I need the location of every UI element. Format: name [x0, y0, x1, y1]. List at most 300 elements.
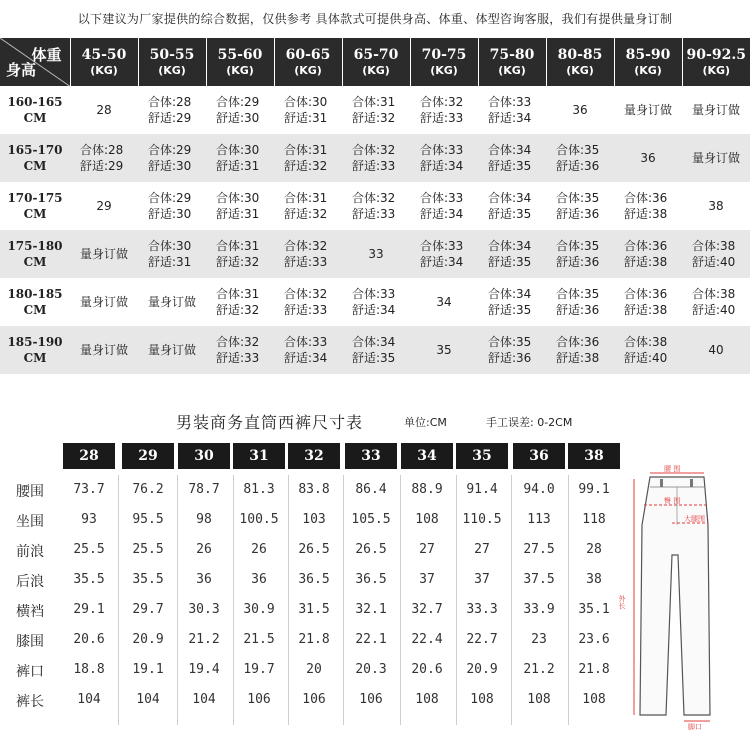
- weight-column-header: [342, 38, 410, 86]
- fit-size: 合体:30: [216, 191, 260, 205]
- single-size: 36: [640, 151, 656, 165]
- size-header: 33: [345, 443, 397, 469]
- size-cell: [410, 86, 478, 134]
- size-cell: [614, 182, 682, 230]
- single-size: 33: [368, 247, 384, 261]
- fit-size: 合体:31: [216, 239, 260, 253]
- measurement-value: 36.5: [298, 572, 330, 587]
- single-size: 量身订做: [691, 151, 740, 165]
- size-cell: [410, 182, 478, 230]
- fit-size: 合体:31: [352, 95, 396, 109]
- measurement-value: 91.4: [466, 482, 498, 497]
- weight-unit: (KG): [430, 64, 458, 77]
- weight-column-header: [546, 38, 614, 86]
- comfort-size: 舒适:36: [488, 351, 532, 365]
- size-cell: [546, 278, 614, 326]
- size-cell: [70, 230, 138, 278]
- size-cell: [70, 134, 138, 182]
- size-cell: [70, 278, 138, 326]
- measurement-value: 20.6: [411, 662, 443, 677]
- comfort-size: 舒适:33: [284, 303, 328, 317]
- label-thigh: 大腿围: [684, 515, 705, 523]
- comfort-size: 舒适:36: [556, 159, 600, 173]
- measurement-value: 104: [192, 692, 216, 707]
- measurement-value: 18.8: [73, 662, 105, 677]
- weight-unit: (KG): [702, 64, 731, 77]
- size-cell: [206, 326, 274, 374]
- measurement-value: 81.3: [243, 482, 275, 497]
- measurement-value: 35.5: [132, 572, 164, 587]
- fit-size: 合体:38: [692, 287, 736, 301]
- fit-size: 合体:38: [624, 335, 668, 349]
- height-label: [0, 182, 70, 230]
- comfort-size: 舒适:34: [352, 303, 396, 317]
- size-cell: [342, 326, 410, 374]
- weight-range: 70-75: [421, 47, 467, 63]
- measurement-value: 104: [77, 692, 101, 707]
- comfort-size: 舒适:32: [216, 303, 260, 317]
- comfort-size: 舒适:32: [216, 255, 260, 269]
- measurement-value: 93: [81, 512, 97, 527]
- measurement-value: 38: [586, 572, 602, 587]
- comfort-size: 舒适:36: [556, 303, 600, 317]
- size-header: 34: [401, 443, 453, 469]
- fit-size: 合体:29: [216, 95, 260, 109]
- measurement-value: 19.4: [188, 662, 220, 677]
- comfort-size: 舒适:33: [284, 255, 328, 269]
- size-cell: [478, 326, 546, 374]
- measurement-value: 108: [415, 692, 439, 707]
- size-cell: [342, 278, 410, 326]
- comfort-size: 舒适:32: [284, 207, 328, 221]
- fit-size: 合体:34: [488, 191, 532, 205]
- comfort-size: 舒适:31: [216, 207, 260, 221]
- weight-column-header: [478, 38, 546, 86]
- height-row: [0, 326, 750, 374]
- weight-unit: (KG): [294, 64, 322, 77]
- measurement-value: 21.8: [578, 662, 610, 677]
- weight-column-header: [274, 38, 342, 86]
- measurement-value: 33.3: [466, 602, 498, 617]
- single-size: 40: [708, 343, 724, 357]
- measurement-value: 95.5: [132, 512, 164, 527]
- size-cell: [614, 326, 682, 374]
- height-row: [0, 278, 750, 326]
- fit-size: 合体:36: [624, 191, 668, 205]
- size-cell: [138, 278, 206, 326]
- measurement-value: 105.5: [351, 512, 391, 527]
- pants-chart-tolerance: 手工误差: 0-2CM: [486, 416, 573, 429]
- measurement-label: 坐围: [16, 514, 44, 530]
- comfort-size: 舒适:40: [692, 255, 736, 269]
- weight-range: 75-80: [489, 47, 535, 63]
- fit-size: 合体:32: [284, 239, 328, 253]
- comfort-size: 舒适:35: [488, 207, 532, 221]
- weight-unit: (KG): [226, 64, 254, 77]
- size-cell: [274, 134, 342, 182]
- fit-size: 合体:33: [284, 335, 328, 349]
- size-cell: [682, 278, 750, 326]
- measurement-value: 30.3: [188, 602, 220, 617]
- pants-chart-unit: 单位:CM: [404, 416, 447, 429]
- comfort-size: 舒适:36: [556, 207, 600, 221]
- comfort-size: 舒适:30: [148, 159, 192, 173]
- fit-size: 合体:35: [556, 239, 600, 253]
- measurement-value: 21.2: [188, 632, 220, 647]
- comfort-size: 舒适:32: [284, 159, 328, 173]
- height-row: [0, 134, 750, 182]
- fit-size: 合体:33: [352, 287, 396, 301]
- measurement-value: 108: [582, 692, 606, 707]
- measurement-value: 37: [474, 572, 490, 587]
- comfort-size: 舒适:29: [80, 159, 124, 173]
- comfort-size: 舒适:38: [556, 351, 600, 365]
- measurement-value: 30.9: [243, 602, 275, 617]
- height-label: [0, 134, 70, 182]
- comfort-size: 舒适:30: [148, 207, 192, 221]
- size-header: 28: [63, 443, 115, 469]
- comfort-size: 舒适:31: [216, 159, 260, 173]
- weight-range: 60-65: [285, 47, 331, 63]
- fit-size: 合体:38: [692, 239, 736, 253]
- comfort-size: 舒适:34: [420, 255, 464, 269]
- comfort-size: 舒适:33: [352, 159, 396, 173]
- measurement-value: 23.6: [578, 632, 610, 647]
- size-cell: [274, 182, 342, 230]
- single-size: 量身订做: [79, 295, 128, 309]
- fit-size: 合体:34: [488, 143, 532, 157]
- measurement-label: 前浪: [16, 544, 44, 560]
- fit-size: 合体:31: [216, 287, 260, 301]
- single-size: 量身订做: [147, 343, 196, 357]
- measurement-value: 19.1: [132, 662, 164, 677]
- pants-chart-title: 男装商务直筒西裤尺寸表: [176, 413, 364, 432]
- height-range: 160-165: [7, 95, 63, 109]
- measurement-value: 27.5: [523, 542, 555, 557]
- weight-column-header: [206, 38, 274, 86]
- fit-size: 合体:34: [352, 335, 396, 349]
- height-row: [0, 230, 750, 278]
- measurement-value: 29.1: [73, 602, 105, 617]
- size-cell: [206, 86, 274, 134]
- measurement-value: 37: [419, 572, 435, 587]
- measurement-value: 20.6: [73, 632, 105, 647]
- measurement-value: 29.7: [132, 602, 164, 617]
- size-header: 35: [456, 443, 508, 469]
- size-cell: [274, 278, 342, 326]
- weight-range: 55-60: [217, 47, 263, 63]
- comfort-size: 舒适:40: [692, 303, 736, 317]
- column-divider: [118, 475, 119, 725]
- measurement-value: 35.1: [578, 602, 610, 617]
- measurement-value: 22.4: [411, 632, 443, 647]
- height-row: [0, 86, 750, 134]
- measurement-value: 27: [474, 542, 490, 557]
- size-cell: [478, 134, 546, 182]
- size-cell: [614, 278, 682, 326]
- measurement-value: 78.7: [188, 482, 220, 497]
- weight-unit: (KG): [566, 64, 594, 77]
- fit-size: 合体:35: [556, 287, 600, 301]
- fit-size: 合体:34: [488, 239, 532, 253]
- measurement-value: 22.1: [355, 632, 387, 647]
- comfort-size: 舒适:40: [624, 351, 668, 365]
- fit-size: 合体:30: [148, 239, 192, 253]
- comfort-size: 舒适:34: [420, 207, 464, 221]
- corner-height-label: 身高: [6, 61, 37, 79]
- measurement-value: 113: [527, 512, 551, 527]
- measurement-value: 36.5: [355, 572, 387, 587]
- measurement-value: 83.8: [298, 482, 330, 497]
- measurement-value: 33.9: [523, 602, 555, 617]
- size-header: 32: [288, 443, 340, 469]
- fit-size: 合体:32: [420, 95, 464, 109]
- pants-illustration: [620, 465, 730, 730]
- height-unit: CM: [23, 207, 47, 221]
- size-cell: [478, 86, 546, 134]
- measurement-value: 76.2: [132, 482, 164, 497]
- comfort-size: 舒适:34: [284, 351, 328, 365]
- measurement-value: 104: [136, 692, 160, 707]
- comfort-size: 舒适:31: [148, 255, 192, 269]
- measurement-value: 98: [196, 512, 212, 527]
- measurement-value: 106: [302, 692, 326, 707]
- measurement-value: 108: [527, 692, 551, 707]
- fit-size: 合体:35: [556, 191, 600, 205]
- measurement-value: 118: [582, 512, 606, 527]
- measurement-value: 23: [531, 632, 547, 647]
- fit-size: 合体:34: [488, 287, 532, 301]
- measurement-value: 21.8: [298, 632, 330, 647]
- weight-column-header: [138, 38, 206, 86]
- single-size: 量身订做: [79, 343, 128, 357]
- measurement-value: 26.5: [355, 542, 387, 557]
- measurement-value: 32.7: [411, 602, 443, 617]
- height-label: [0, 230, 70, 278]
- measurement-value: 19.7: [243, 662, 275, 677]
- size-header: 36: [513, 443, 565, 469]
- comfort-size: 舒适:35: [488, 255, 532, 269]
- measurement-value: 31.5: [298, 602, 330, 617]
- table-corner-header: [0, 38, 70, 86]
- weight-column-header: [614, 38, 682, 86]
- label-outseam: 外长: [618, 595, 626, 609]
- measurement-value: 106: [359, 692, 383, 707]
- single-size: 量身订做: [623, 103, 672, 117]
- weight-range: 85-90: [625, 47, 671, 63]
- comfort-size: 舒适:38: [624, 303, 668, 317]
- size-cell: [614, 230, 682, 278]
- size-cell: [274, 326, 342, 374]
- fit-size: 合体:36: [556, 335, 600, 349]
- comfort-size: 舒适:29: [148, 111, 192, 125]
- size-cell: [342, 86, 410, 134]
- fit-size: 合体:32: [352, 191, 396, 205]
- measurement-value: 26: [196, 542, 212, 557]
- size-cell: [546, 86, 614, 134]
- size-cell: [70, 326, 138, 374]
- height-unit: CM: [23, 351, 47, 365]
- weight-column-header: [682, 38, 750, 86]
- size-cell: [682, 182, 750, 230]
- single-size: 36: [572, 103, 588, 117]
- measurement-label: 裤口: [16, 664, 44, 680]
- fit-size: 合体:30: [284, 95, 328, 109]
- weight-range: 50-55: [149, 47, 195, 63]
- weight-range: 90-92.5: [686, 47, 746, 63]
- fit-size: 合体:31: [284, 143, 328, 157]
- size-cell: [478, 230, 546, 278]
- measurement-value: 108: [470, 692, 494, 707]
- measurement-value: 21.5: [243, 632, 275, 647]
- comfort-size: 舒适:35: [488, 303, 532, 317]
- weight-unit: (KG): [362, 64, 390, 77]
- measurement-label: 膝围: [16, 634, 44, 650]
- size-cell: [138, 134, 206, 182]
- single-size: 28: [96, 103, 112, 117]
- size-cell: [682, 86, 750, 134]
- size-cell: [206, 182, 274, 230]
- size-cell: [274, 86, 342, 134]
- weight-range: 45-50: [81, 47, 127, 63]
- measurement-value: 26: [251, 542, 267, 557]
- weight-unit: (KG): [498, 64, 526, 77]
- measurement-value: 20.9: [466, 662, 498, 677]
- comfort-size: 舒适:33: [420, 111, 464, 125]
- comfort-size: 舒适:35: [488, 159, 532, 173]
- measurement-value: 25.5: [132, 542, 164, 557]
- fit-size: 合体:32: [284, 287, 328, 301]
- fit-size: 合体:28: [148, 95, 192, 109]
- fit-size: 合体:33: [420, 143, 464, 157]
- fit-size: 合体:35: [488, 335, 532, 349]
- fit-size: 合体:35: [556, 143, 600, 157]
- size-cell: [138, 230, 206, 278]
- size-cell: [342, 182, 410, 230]
- measurement-value: 27: [419, 542, 435, 557]
- comfort-size: 舒适:31: [284, 111, 328, 125]
- pants-diagram: [620, 465, 730, 730]
- size-header: 38: [568, 443, 620, 469]
- size-cell: [478, 278, 546, 326]
- size-cell: [410, 278, 478, 326]
- weight-unit: (KG): [634, 64, 662, 77]
- measurement-value: 21.2: [523, 662, 555, 677]
- measurement-value: 35.5: [73, 572, 105, 587]
- size-cell: [206, 134, 274, 182]
- measurement-value: 28: [586, 542, 602, 557]
- measurement-value: 99.1: [578, 482, 610, 497]
- height-label: [0, 278, 70, 326]
- measurement-value: 86.4: [355, 482, 387, 497]
- measurement-value: 88.9: [411, 482, 443, 497]
- height-unit: CM: [23, 255, 47, 269]
- fit-size: 合体:30: [216, 143, 260, 157]
- measurement-value: 106: [247, 692, 271, 707]
- comfort-size: 舒适:33: [216, 351, 260, 365]
- comfort-size: 舒适:38: [624, 255, 668, 269]
- measurement-value: 100.5: [239, 512, 279, 527]
- measurement-value: 108: [415, 512, 439, 527]
- measurement-value: 22.7: [466, 632, 498, 647]
- single-size: 量身订做: [691, 103, 740, 117]
- single-size: 29: [96, 199, 112, 213]
- comfort-size: 舒适:33: [352, 207, 396, 221]
- height-label: [0, 86, 70, 134]
- measurement-value: 110.5: [462, 512, 502, 527]
- measurement-label: 横裆: [16, 604, 44, 620]
- measurement-value: 37.5: [523, 572, 555, 587]
- measurement-value: 20.3: [355, 662, 387, 677]
- size-cell: [138, 182, 206, 230]
- weight-range: 65-70: [353, 47, 399, 63]
- height-unit: CM: [23, 303, 47, 317]
- size-header: 29: [122, 443, 174, 469]
- size-grid-body: [0, 86, 750, 374]
- fit-size: 合体:31: [284, 191, 328, 205]
- comfort-size: 舒适:34: [420, 159, 464, 173]
- weight-unit: (KG): [90, 64, 118, 77]
- size-cell: [138, 86, 206, 134]
- size-cell: [478, 182, 546, 230]
- size-header: 31: [233, 443, 285, 469]
- weight-range: 80-85: [557, 47, 603, 63]
- measurement-value: 36: [196, 572, 212, 587]
- label-hip: 臀 围: [664, 497, 681, 505]
- fit-size: 合体:33: [420, 239, 464, 253]
- measurement-value: 26.5: [298, 542, 330, 557]
- height-label: [0, 326, 70, 374]
- comfort-size: 舒适:36: [556, 255, 600, 269]
- height-range: 180-185: [7, 287, 63, 301]
- measurement-value: 20.9: [132, 632, 164, 647]
- comfort-size: 舒适:34: [488, 111, 532, 125]
- measurement-value: 103: [302, 512, 326, 527]
- comfort-size: 舒适:35: [352, 351, 396, 365]
- weight-column-header: [410, 38, 478, 86]
- size-cell: [614, 86, 682, 134]
- size-cell: [682, 134, 750, 182]
- height-row: [0, 182, 750, 230]
- fit-size: 合体:32: [216, 335, 260, 349]
- single-size: 35: [436, 343, 452, 357]
- size-cell: [342, 230, 410, 278]
- measurement-label: 腰围: [16, 484, 44, 500]
- measurement-value: 20: [306, 662, 322, 677]
- size-cell: [682, 230, 750, 278]
- measurement-value: 36: [251, 572, 267, 587]
- comfort-size: 舒适:32: [352, 111, 396, 125]
- height-range: 185-190: [7, 335, 63, 349]
- fit-size: 合体:33: [488, 95, 532, 109]
- fit-size: 合体:28: [80, 143, 124, 157]
- measurement-value: 94.0: [523, 482, 555, 497]
- size-cell: [274, 230, 342, 278]
- size-cell: [70, 86, 138, 134]
- height-range: 165-170: [7, 143, 63, 157]
- size-recommendation-table: [0, 38, 750, 374]
- fit-size: 合体:29: [148, 191, 192, 205]
- label-waist: 腰 围: [664, 465, 681, 473]
- size-cell: [342, 134, 410, 182]
- size-cell: [138, 326, 206, 374]
- size-cell: [70, 182, 138, 230]
- single-size: 量身订做: [79, 247, 128, 261]
- measurement-label: 裤长: [16, 694, 44, 710]
- corner-weight-label: 体重: [31, 46, 62, 64]
- comfort-size: 舒适:30: [216, 111, 260, 125]
- height-unit: CM: [23, 159, 47, 173]
